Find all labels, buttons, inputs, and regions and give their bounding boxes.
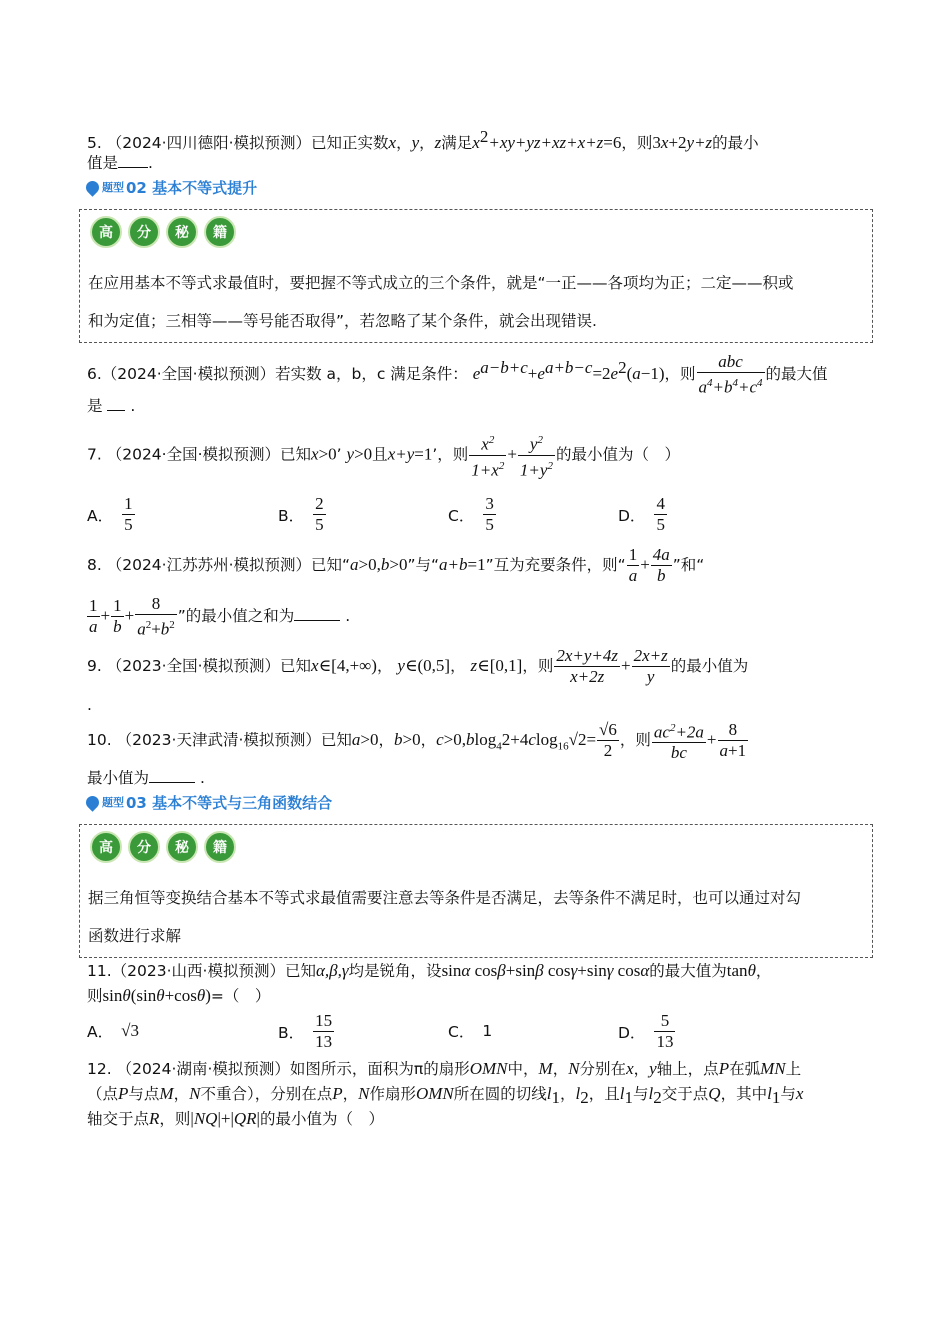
question-12-line3: 轴交于点R，则|NQ|+|QR|的最小值为（ ） (87, 1109, 384, 1128)
question-10-line2: 最小值为 . (87, 769, 205, 787)
tip-badges: 高 分 秘 籍 (90, 831, 236, 863)
question-5-line2: 值是 . (87, 154, 153, 172)
question-8-line2: $\frac{1}{a}$ + $\frac{1}{b}$ + $\frac{8}{a^2+b^2}$ ”的最小值之和为 . (89, 593, 351, 639)
option-11d[interactable]: D． $\frac{5}{13}$ (618, 1011, 674, 1051)
option-11c[interactable]: C． 1 (448, 1022, 493, 1041)
option-11b[interactable]: B． $\frac{15}{13}$ (278, 1011, 333, 1051)
question-10: 10. （2023·天津武清·模拟预测）已知a>0，b>0，c>0,blog$_4$2+4clog$_{16}$√2= $\frac{√6}{2}$ ，则 $\frac{ac^2+2a}{bc}$ + $\frac{8}{a+1}$ (87, 720, 747, 763)
question-9: 9. （2023·全国·模拟预测）已知x∈[4,+∞)， y∈(0,5]， z∈[0,1]，则 $\frac{2x+y+4z}{x+2z}$ + $\frac{2x+z}{y}$ 的最小值为 (87, 646, 749, 686)
question-11-line2: 则sinθ(sinθ+cosθ)=（ ） (87, 986, 271, 1005)
question-12: 12. （2024·湖南·模拟预测）如图所示，面积为π的扇形OMN中，M，N分别在x，y轴上，点P在弧MN上 (87, 1059, 802, 1078)
option-7d[interactable]: D． $\frac{4}{5}$ (618, 494, 665, 534)
question-6-line2: 是 . (87, 397, 136, 415)
question-12-line2: （点P与点M，N不重合），分别在点P，N作扇形OMN所在圆的切线$l_1$，$l_2$，且$l_1$与$l_2$交于点Q，其中$l_1$与x (87, 1084, 804, 1108)
question-6: 6.（2024·全国·模拟预测）若实数 a，b，c 满足条件： $e^{a-b+c}+e^{a+b-c}=2e^2(a-1)$，则 $\frac{\text{abc}}{a^4+b^4+c^4}$ 的最大值 (87, 351, 828, 397)
question-7: 7. （2024·全国·模拟预测）已知x>0’ y>0且x+y=1’，则 $\frac{x^2}{1+x^2}$ + $\frac{y^2}{1+y^2}$ 的最小值为（ ） (87, 434, 680, 480)
section-02-header: 题型 02 基本不等式提升 (86, 177, 257, 197)
option-7c[interactable]: C． $\frac{3}{5}$ (448, 494, 494, 534)
question-8: 8. （2024·江苏苏州·模拟预测）已知“a>0,b>0”与“a+b=1”互为充要条件，则“ $\frac{1}{a}$ + $\frac{4a}{b}$ ”和“ (87, 545, 705, 585)
section-03-header: 题型 03 基本不等式与三角函数结合 (86, 792, 332, 812)
option-7b[interactable]: B． $\frac{2}{5}$ (278, 494, 324, 534)
question-5: 5. （2024·四川德阳·模拟预测）已知正实数x，y，z满足$x^2+xy+yz+xz+x+z=6$，则3x+2y+z的最小 (87, 127, 759, 153)
tip-badges: 高 分 秘 籍 (90, 216, 236, 248)
location-pin-icon (83, 178, 101, 196)
question-11: 11.（2023·山西·模拟预测）已知α,β,γ均是锐角，设sinα cosβ+sinβ cosγ+sinγ cosα的最大值为tanθ， (87, 961, 772, 980)
option-11a[interactable]: A． √3 (87, 1021, 139, 1041)
question-9-line2: . (87, 696, 92, 714)
tip-box-1: 高 分 秘 籍 在应用基本不等式求最值时，要把握不等式成立的三个条件，就是“一正——各项均为正；二定——积或 和为定值；三相等——等号能否取得”，若忽略了某个条件，就会出现错误. (79, 209, 873, 343)
location-pin-icon (83, 793, 101, 811)
option-7a[interactable]: A． $\frac{1}{5}$ (87, 494, 133, 534)
tip-box-2: 高 分 秘 籍 据三角恒等变换结合基本不等式求最值需要注意去等条件是否满足，去等条件不满足时，也可以通过对勾 函数进行求解 (79, 824, 873, 958)
